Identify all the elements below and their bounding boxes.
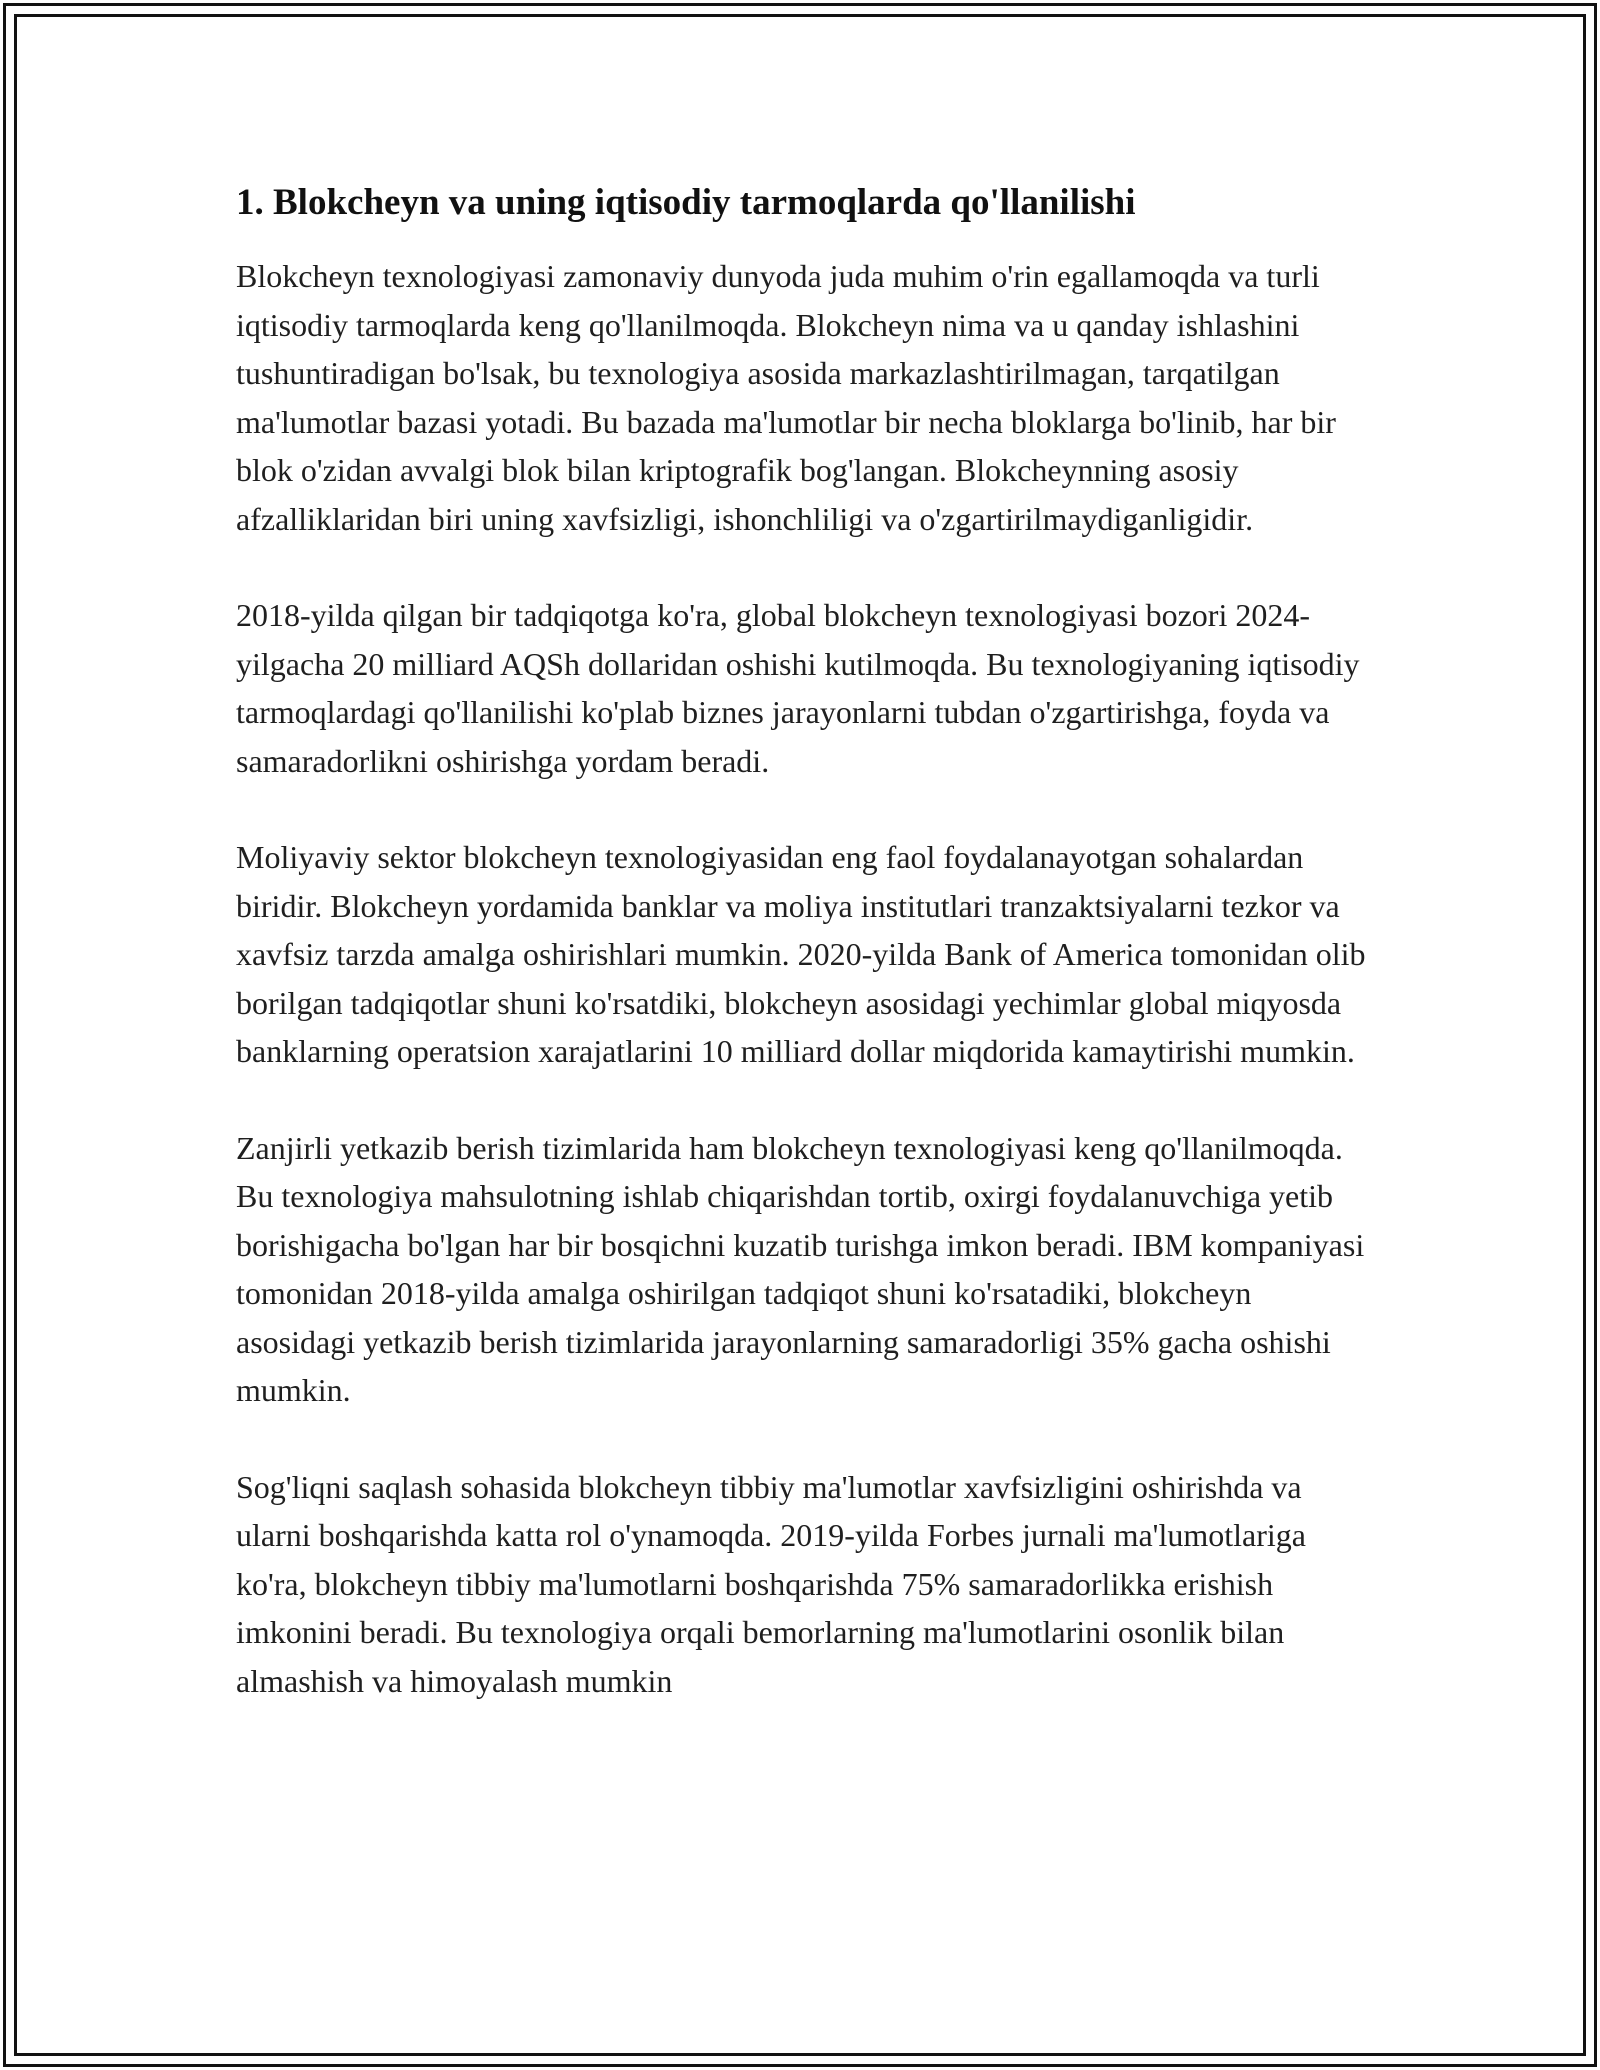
paragraph-blockchain-intro: Blokcheyn texnologiyasi zamonaviy dunyoda juda muhim o'rin egallamoqda va turli iqtisodiy tarmoqlarda keng qo'llanilmoqda. Blokcheyn nima va u qanday ishlashini tushuntiradigan bo'lsak, bu texnologiya asosida markazlashtirilmagan, tarqatilgan ma'lumotlar bazasi yotadi. Bu bazada ma'lumotlar bir necha bloklarga bo'linib, har bir blok o'zidan avvalgi blok bilan kriptografik bog'langan. Blokcheynning asosiy afzalliklaridan biri uning xavfsizligi, ishonchliligi va o'zgartirilmaydiganligidir. (236, 258, 1336, 537)
paragraph-financial-sector: Moliyaviy sektor blokcheyn texnologiyasidan eng faol foydalanayotgan sohalardan biridir. Blokcheyn yordamida banklar va moliya institutlari tranzaktsiyalarni tezkor va xavfsiz tarzda amalga oshirishlari mumkin. 2020-yilda Bank of America tomonidan olib borilgan tadqiqotlar shuni ko'rsatdiki, blokcheyn asosidagi yechimlar global miqyosda banklarning operatsion xarajatlarini 10 milliard dollar miqdorida kamaytirishi mumkin. (236, 839, 1366, 1070)
paragraph-supply-chain: Zanjirli yetkazib berish tizimlarida ham blokcheyn texnologiyasi keng qo'llanilmoqda. Bu texnologiya mahsulotning ishlab chiqarishdan tortib, oxirgi foydalanuvchiga yetib borishigacha bo'lgan har bir bosqichni kuzatib turishga imkon beradi. IBM kompaniyasi tomonidan 2018-yilda amalga oshirilgan tadqiqot shuni ko'rsatadiki, blokcheyn asosidagi yetkazib berish tizimlarida jarayonlarning samaradorligi 35% gacha oshishi mumkin. (236, 1129, 1365, 1409)
section-heading: 1. Blokcheyn va uning iqtisodiy tarmoqlarda qo'llanilishi (236, 182, 1136, 223)
paragraph-healthcare: Sog'liqni saqlash sohasida blokcheyn tibbiy ma'lumotlar xavfsizligini oshirishda va ularni boshqarishda katta rol o'ynamoqda. 2019-yilda Forbes jurnali ma'lumotlariga ko'ra, blokcheyn tibbiy ma'lumotlarni boshqarishda 75% samaradorlikka erishish imkonini beradi. Bu texnologiya orqali bemorlarning ma'lumotlarini osonlik bilan almashish va himoyalash mumkin (236, 1468, 1306, 1699)
document-body (236, 180, 1378, 1753)
paragraph-market-forecast: 2018-yilda qilgan bir tadqiqotga ko'ra, global blokcheyn texnologiyasi bozori 2024-yilgacha 20 milliard AQSh dollaridan oshishi kutilmoqda. Bu texnologiyaning iqtisodiy tarmoqlardagi qo'llanilishi ko'plab biznes jarayonlarni tubdan o'zgartirishga, foyda va samaradorlikni oshirishga yordam beradi. (236, 597, 1360, 779)
